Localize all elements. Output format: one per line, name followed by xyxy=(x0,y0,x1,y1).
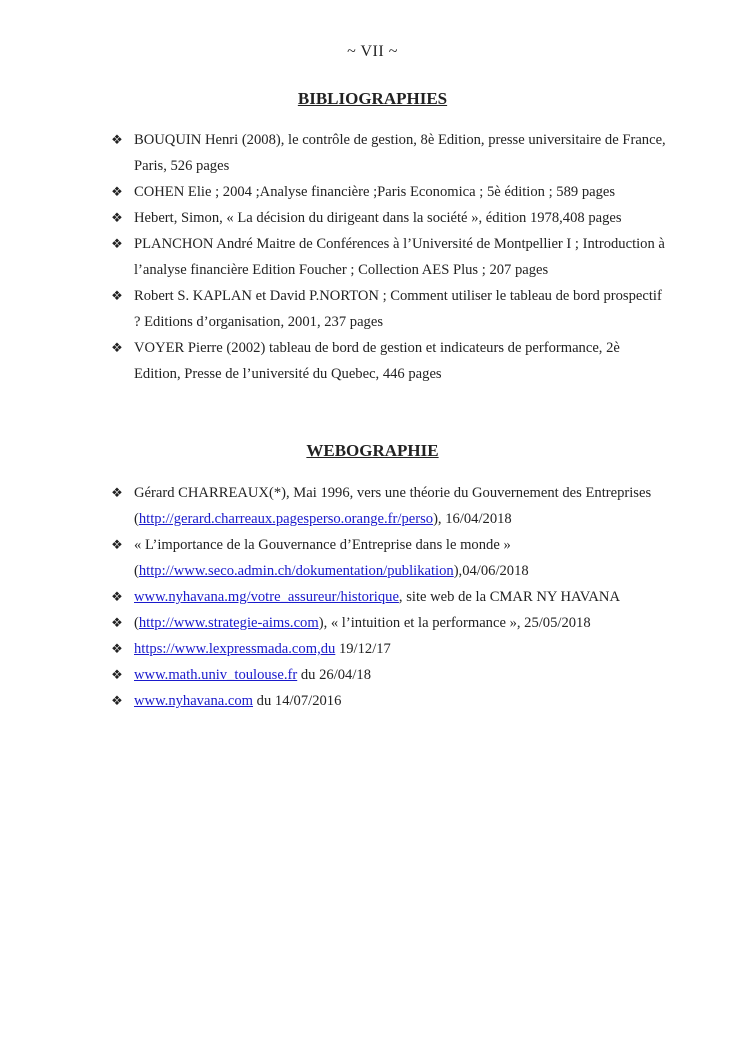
diamond-bullet-icon: ❖ xyxy=(111,210,123,225)
bibliography-item xyxy=(110,231,670,283)
bibliography-item xyxy=(110,127,670,179)
webography-text-after: , site web de la CMAR NY HAVANA xyxy=(398,589,620,605)
webography-text-before: ( xyxy=(134,615,139,631)
webography-link[interactable]: http://www.seco.admin.ch/dokumentation/publikation xyxy=(138,563,454,579)
bibliography-list xyxy=(110,127,670,387)
webography-link[interactable]: www.nyhavana.mg/votre_assureur/historique xyxy=(134,589,399,605)
webographie-title: WEBOGRAPHIE xyxy=(306,441,439,460)
diamond-bullet-icon: ❖ xyxy=(111,537,123,552)
webography-link[interactable]: www.nyhavana.com xyxy=(134,693,254,709)
bibliography-text: Hebert, Simon, « La décision du dirigeant dans la société », édition 1978,408 pages xyxy=(134,210,622,226)
webography-item xyxy=(110,688,670,714)
diamond-bullet-icon: ❖ xyxy=(111,340,123,355)
webography-item xyxy=(110,662,670,688)
page-number: ~ VII ~ xyxy=(347,43,398,60)
bibliography-text: COHEN Elie ; 2004 ;Analyse financière ;Paris Economica ; 5è édition ; 589 pages xyxy=(134,184,616,200)
diamond-bullet-icon: ❖ xyxy=(111,485,123,500)
diamond-bullet-icon: ❖ xyxy=(111,132,123,147)
webography-text-before: Gérard CHARREAUX(*), Mai 1996, vers une théorie du Gouvernement des Entreprises ( xyxy=(134,485,652,527)
webography-text-after: ),04/06/2018 xyxy=(453,563,529,579)
webography-item xyxy=(110,480,670,532)
webography-item xyxy=(110,532,670,584)
bibliography-text: VOYER Pierre (2002) tableau de bord de gestion et indicateurs de performance, 2è Edition, Presse de l’université du Quebec, 446 pages xyxy=(134,340,620,382)
webography-link[interactable]: http://gerard.charreaux.pagesperso.orange.fr/perso xyxy=(138,511,434,527)
diamond-bullet-icon: ❖ xyxy=(111,615,123,630)
diamond-bullet-icon: ❖ xyxy=(111,693,123,708)
webography-item xyxy=(110,584,670,610)
bibliography-text: Robert S. KAPLAN et David P.NORTON ; Comment utiliser le tableau de bord prospectif ? Editions d’organisation, 2001, 237 pages xyxy=(134,288,662,330)
webography-item xyxy=(110,610,670,636)
webography-link[interactable]: https://www.lexpressmada.com,du xyxy=(134,641,336,657)
webography-text-before: « L’importance de la Gouvernance d’Entreprise dans le monde » ( xyxy=(134,537,511,579)
diamond-bullet-icon: ❖ xyxy=(111,667,123,682)
webography-text-after: ), « l’intuition et la performance », 25/05/2018 xyxy=(318,615,591,631)
bibliography-item xyxy=(110,335,670,387)
diamond-bullet-icon: ❖ xyxy=(111,236,123,251)
diamond-bullet-icon: ❖ xyxy=(111,184,123,199)
bibliographies-title: BIBLIOGRAPHIES xyxy=(297,89,448,108)
bibliography-item xyxy=(110,283,670,335)
bibliography-text: PLANCHON André Maitre de Conférences à l’Université de Montpellier I ; Introduction à l’analyse financière Edition Foucher ; Collection AES Plus ; 207 pages xyxy=(134,236,665,278)
webography-text-after: ), 16/04/2018 xyxy=(433,511,512,527)
webography-text-after: du 26/04/18 xyxy=(297,667,371,683)
diamond-bullet-icon: ❖ xyxy=(111,641,123,656)
webography-link[interactable]: www.math.univ_toulouse.fr xyxy=(134,667,298,683)
bibliography-item xyxy=(110,205,670,231)
diamond-bullet-icon: ❖ xyxy=(111,288,123,303)
webography-text-after: du 14/07/2016 xyxy=(253,693,342,709)
bibliography-text: BOUQUIN Henri (2008), le contrôle de gestion, 8è Edition, presse universitaire de France, Paris, 526 pages xyxy=(134,132,666,174)
webography-text-after: 19/12/17 xyxy=(335,641,391,657)
webography-item xyxy=(110,636,670,662)
diamond-bullet-icon: ❖ xyxy=(111,589,123,604)
bibliography-item xyxy=(110,179,670,205)
webography-list xyxy=(110,480,670,714)
webography-link[interactable]: http://www.strategie-aims.com xyxy=(138,615,319,631)
